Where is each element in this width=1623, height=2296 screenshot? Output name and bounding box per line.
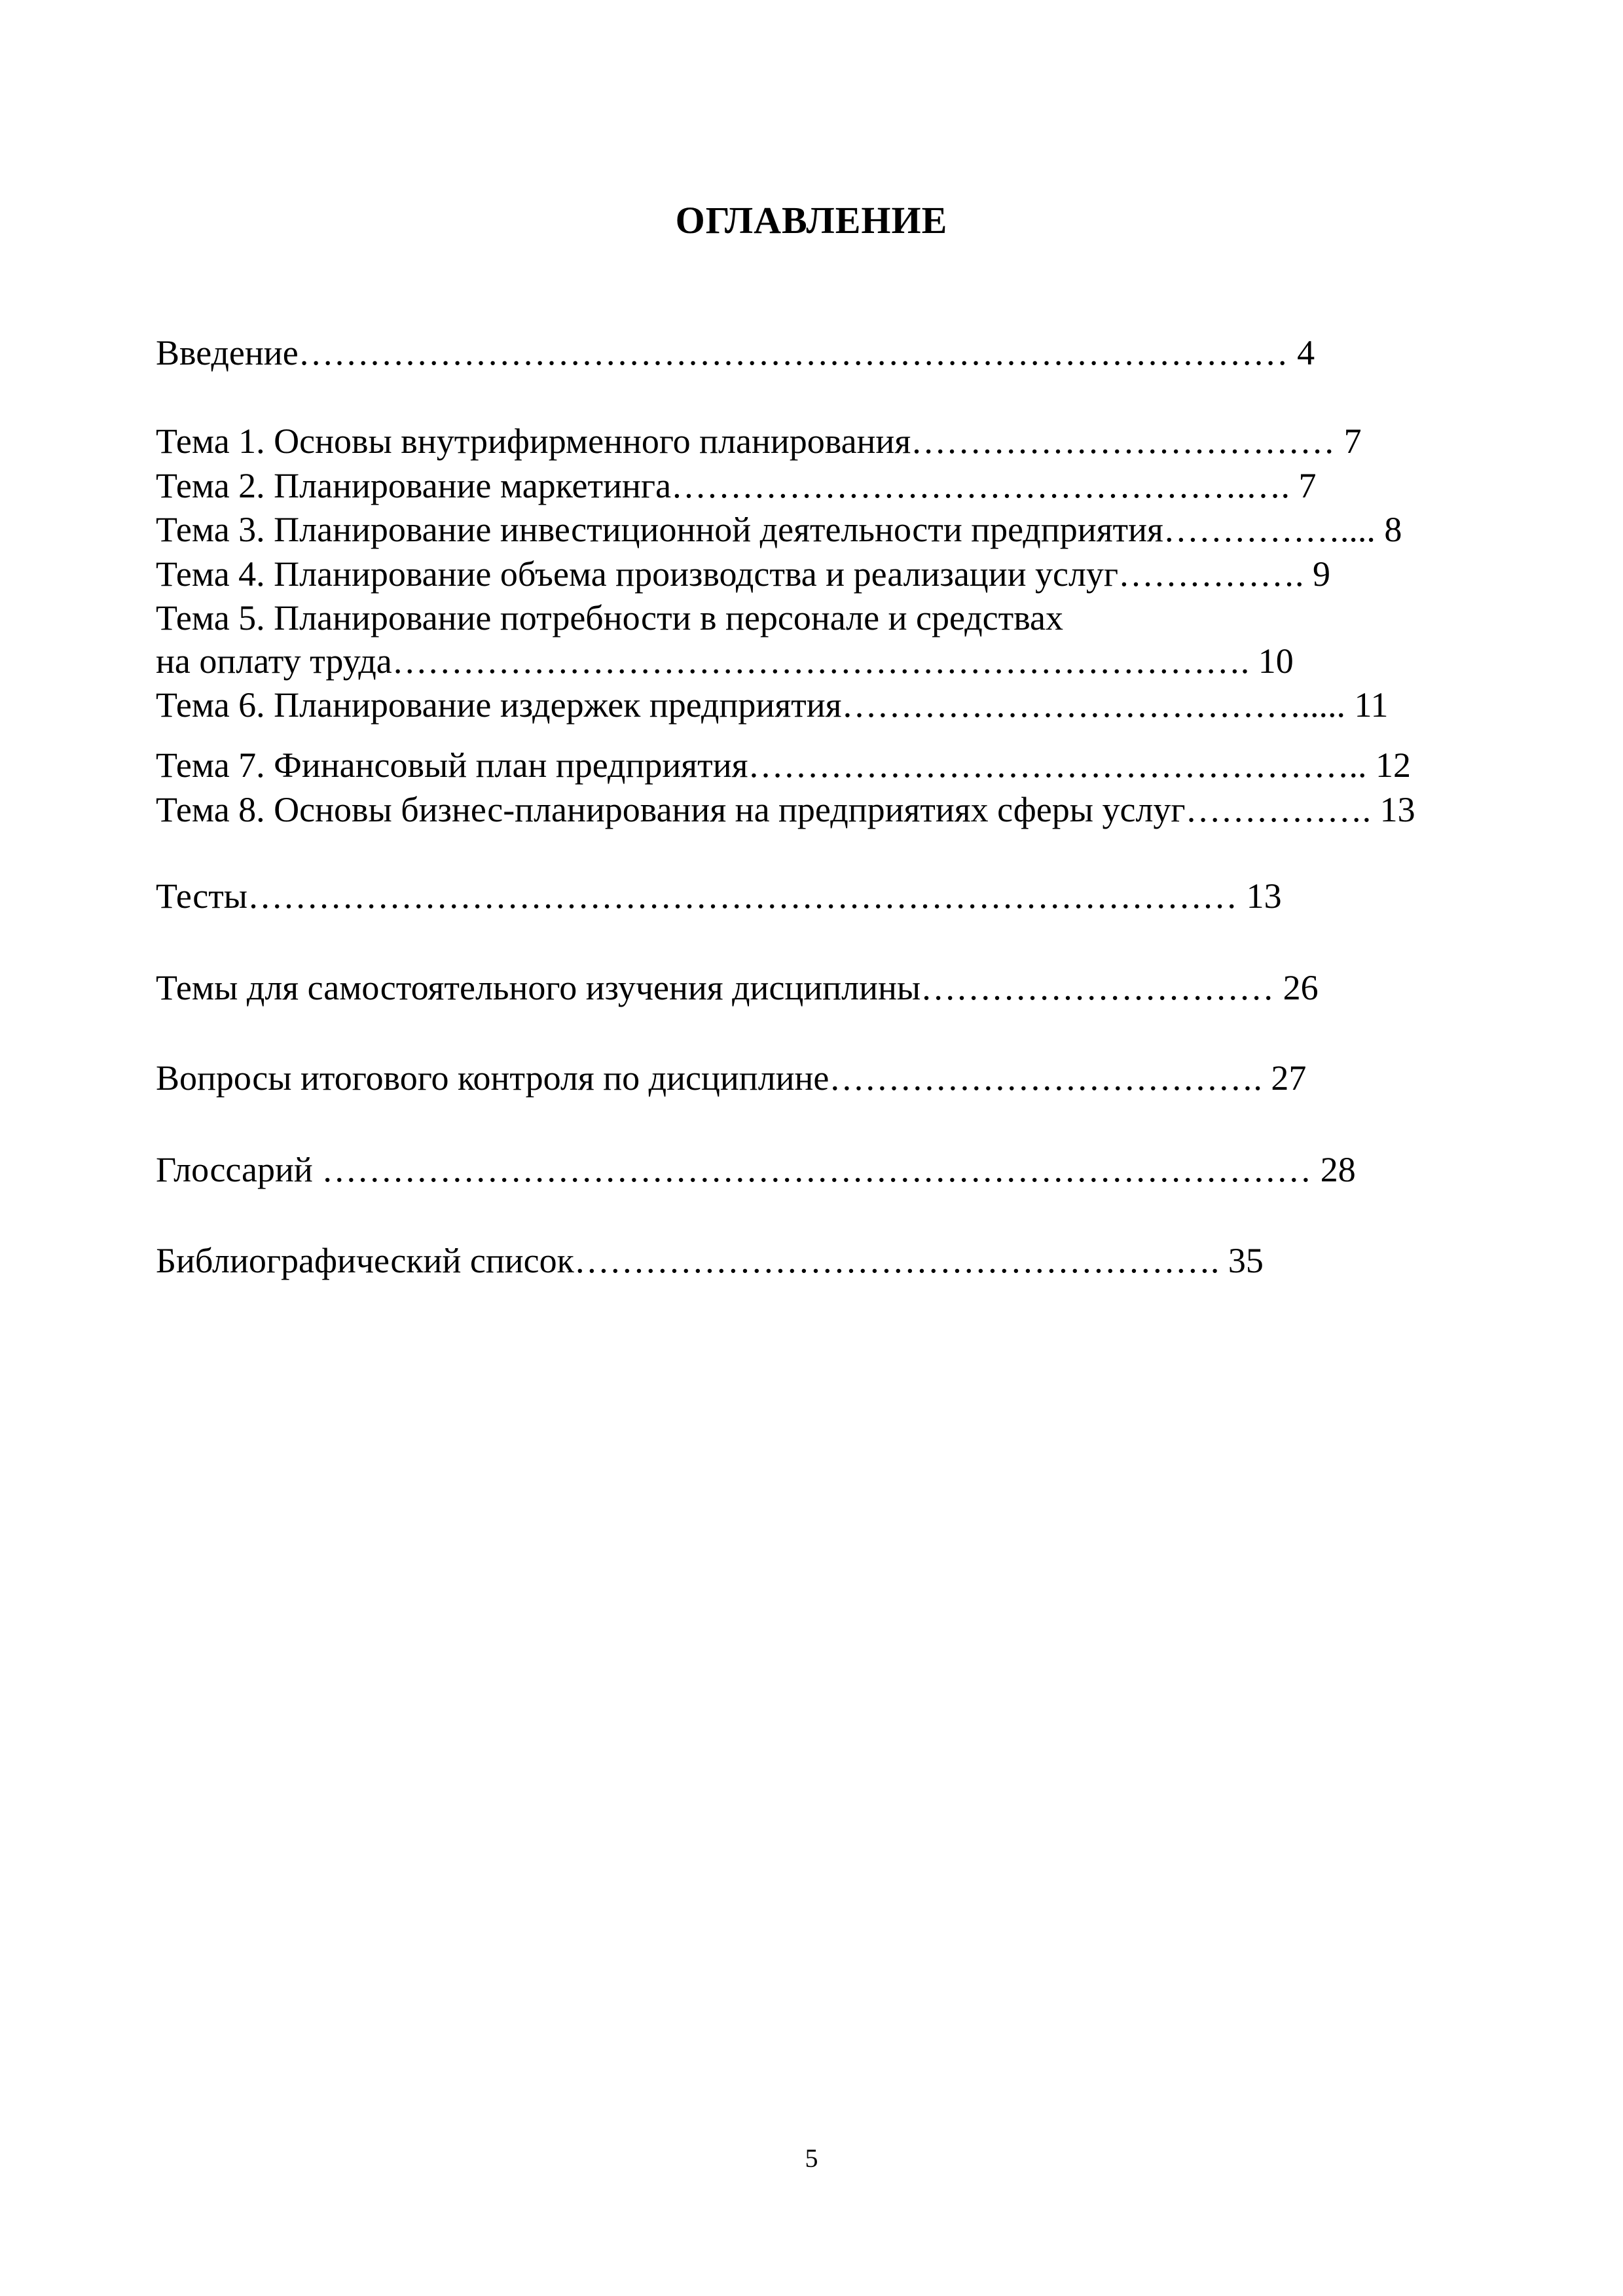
toc-entry-topic-5-continued: на оплату труда………………………………………………………………. 10 <box>156 641 1294 681</box>
toc-entry-topic-7: Тема 7. Финансовый план предприятия…………………………………………….. 12 <box>156 745 1411 785</box>
toc-entry-bibliography: Библиографический список………………………………………………. 35 <box>156 1241 1264 1280</box>
toc-entry-topic-5: Тема 5. Планирование потребности в персонале и средствах <box>156 598 1063 637</box>
page-number: 5 <box>805 2144 818 2173</box>
toc-entry-tests: Тесты………………………………………………………………………… 13 <box>156 876 1282 916</box>
toc-entry-topic-1: Тема 1. Основы внутрифирменного планирования……………………………… 7 <box>156 422 1362 461</box>
toc-entry-final-control-questions: Вопросы итогового контроля по дисциплине………………………………. 27 <box>156 1058 1307 1098</box>
toc-entry-topic-6: Тема 6. Планирование издержек предприятия…………………………………..... 11 <box>156 685 1389 725</box>
toc-entry-introduction: Введение………………………………………………………………………… 4 <box>156 333 1315 372</box>
toc-entry-self-study-topics: Темы для самостоятельного изучения дисциплины………………………… 26 <box>156 968 1319 1007</box>
toc-entry-topic-4: Тема 4. Планирование объема производства и реализации услуг……………. 9 <box>156 554 1331 594</box>
toc-entry-glossary: Глоссарий ………………………………………………………………………… 28 <box>156 1150 1356 1189</box>
toc-entry-topic-2: Тема 2. Планирование маркетинга………………………………………….…. 7 <box>156 466 1317 505</box>
toc-entry-topic-8: Тема 8. Основы бизнес-планирования на предприятиях сферы услуг……………. 13 <box>156 790 1415 829</box>
toc-entry-topic-3: Тема 3. Планирование инвестиционной деятельности предприятия…………….... 8 <box>156 510 1402 549</box>
page-title: ОГЛАВЛЕНИЕ <box>675 199 948 242</box>
